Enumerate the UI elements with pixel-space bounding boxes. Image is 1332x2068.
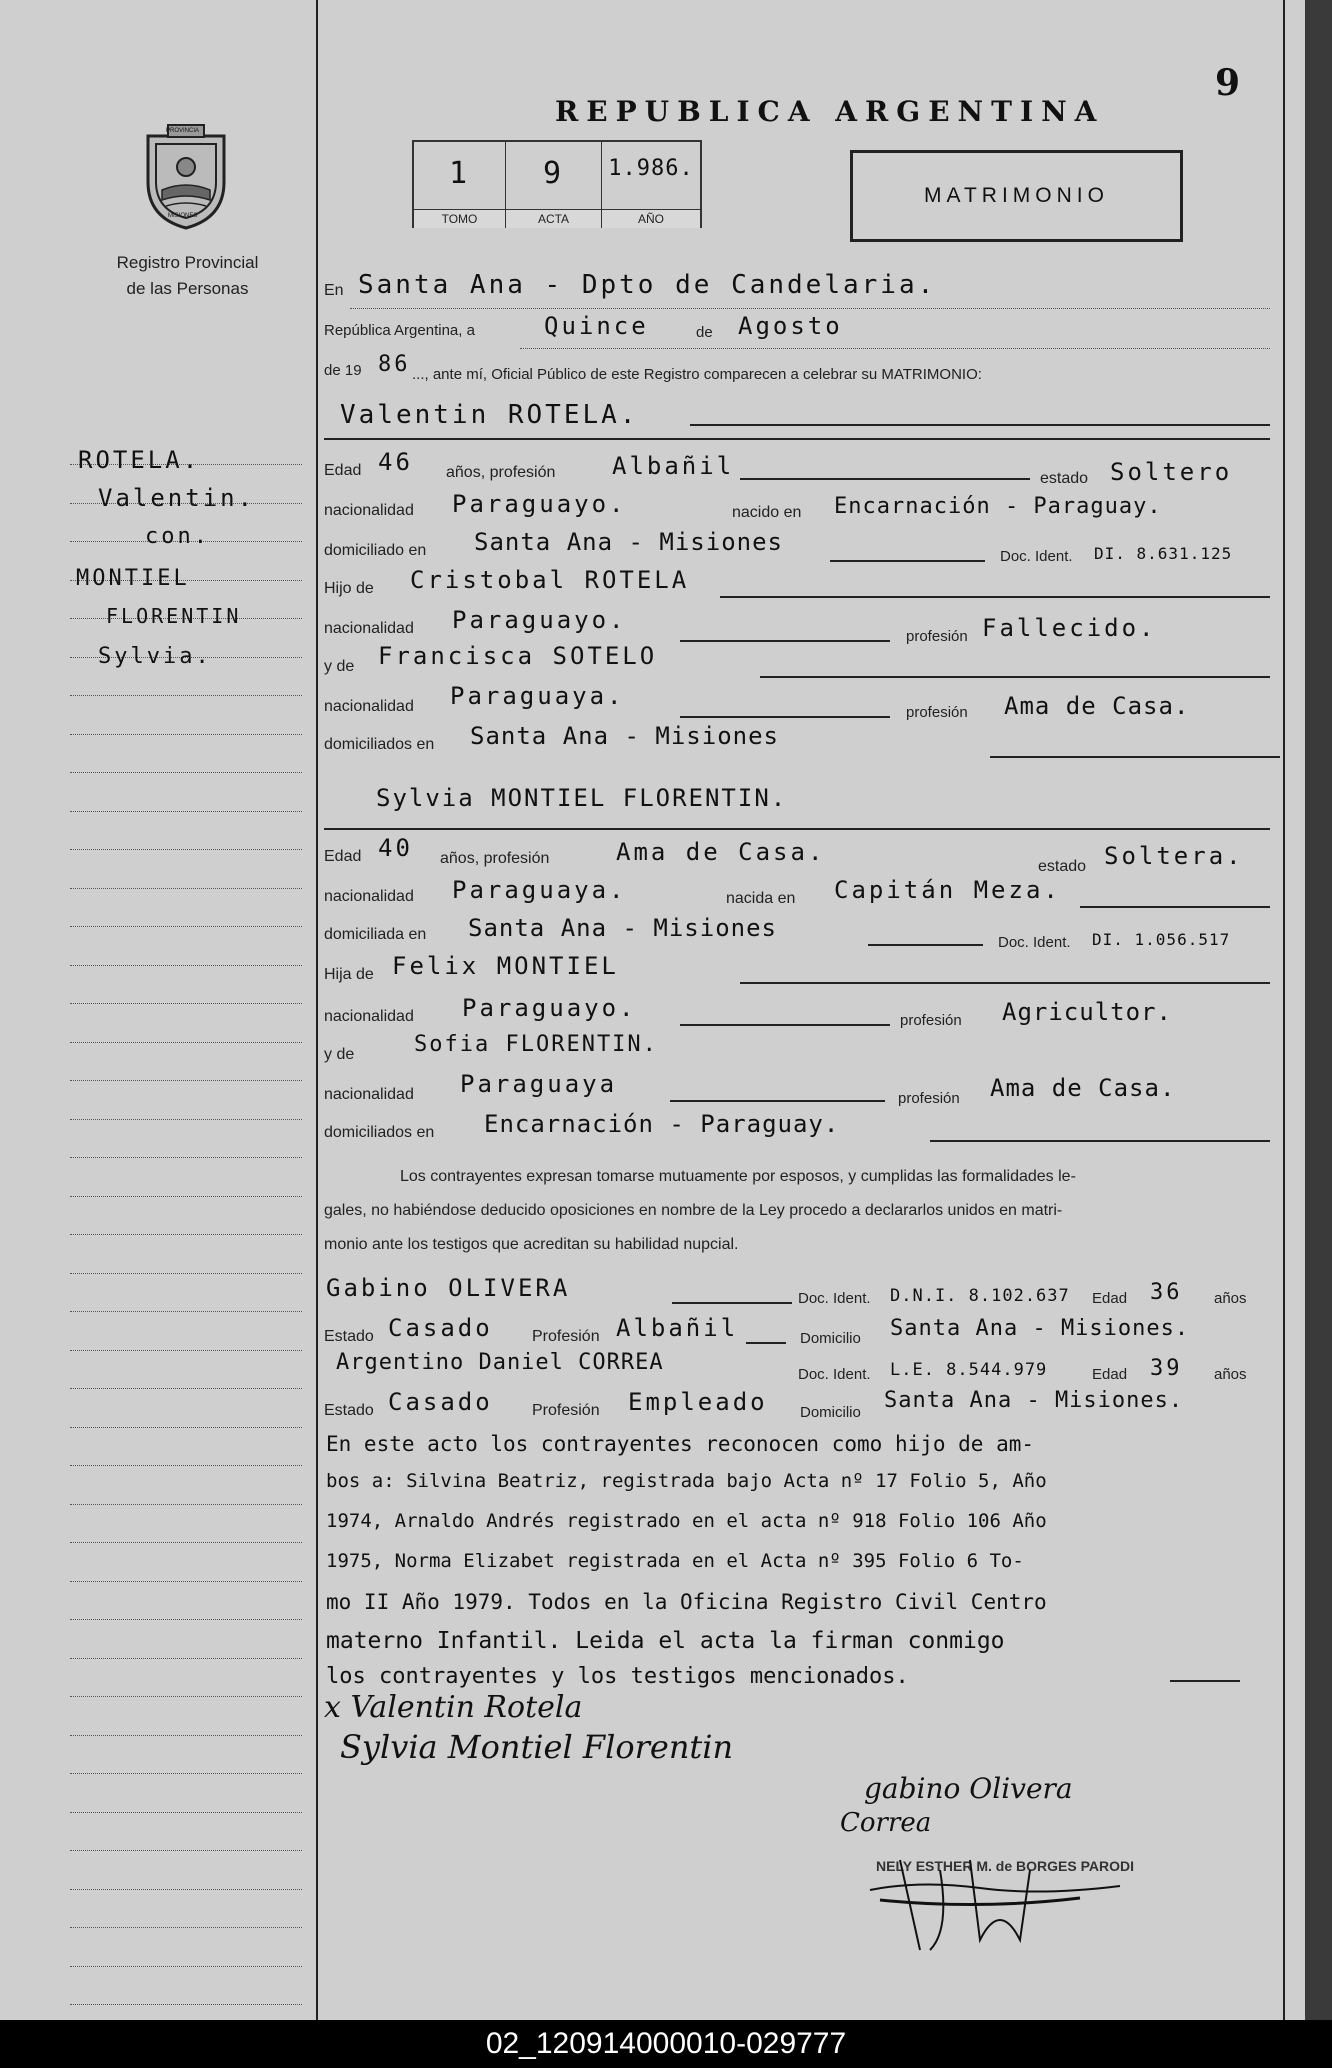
margin-ruled-line: [70, 695, 302, 696]
bride-nationality: Paraguaya.: [452, 876, 627, 904]
signature-bride: Sylvia Montiel Florentin: [340, 1728, 734, 1766]
groom-doc-label: Doc. Ident.: [1000, 548, 1073, 565]
margin-ruled-line: [70, 1504, 302, 1505]
bride-parents-domicile: Encarnación - Paraguay.: [484, 1110, 840, 1138]
bride-nacionalidad-label: nacionalidad: [324, 888, 414, 905]
margin-ruled-line: [70, 1042, 302, 1043]
signature-witness2: Correa: [840, 1808, 932, 1838]
margin-ruled-line: [70, 1889, 302, 1890]
witness1-edad-label: Edad: [1092, 1290, 1128, 1307]
anio-label: AÑO: [602, 209, 700, 228]
witness1-profesion-label: Profesión: [532, 1328, 600, 1345]
anio-value: 1.986.: [608, 156, 694, 181]
opening-place: Santa Ana - Dpto de Candelaria.: [358, 270, 937, 300]
margin-ruled-line: [70, 1388, 302, 1389]
bride-doc: DI. 1.056.517: [1092, 930, 1231, 949]
margin-ruled-line: [70, 1812, 302, 1813]
seal-text-bottom: MISIONES: [168, 213, 198, 219]
groom-mother-profession: Ama de Casa.: [1004, 692, 1190, 720]
bride-profession: Ama de Casa.: [616, 838, 826, 866]
page-number: 9: [1215, 62, 1241, 104]
margin-ruled-line: [70, 1080, 302, 1081]
margin-ruled-line: [70, 1581, 302, 1582]
margin-note-line1: ROTELA.: [78, 446, 201, 474]
bride-father-nationality: Paraguayo.: [462, 994, 637, 1022]
margin-ruled-line: [70, 1465, 302, 1466]
record-type: MATRIMONIO: [924, 184, 1109, 207]
groom-hijo-label: Hijo de: [324, 580, 374, 597]
margin-ruled-line: [70, 1311, 302, 1312]
margin-ruled-line: [70, 1966, 302, 1967]
bride-age: 40: [378, 834, 413, 862]
groom-nacionalidad-label: nacionalidad: [324, 502, 414, 519]
groom-mother-nationality: Paraguaya.: [450, 682, 625, 710]
bride-doc-label: Doc. Ident.: [998, 934, 1071, 951]
official-signature-scribble-icon: [860, 1840, 1160, 1960]
en-label: En: [324, 282, 344, 299]
margin-ruled-line: [70, 1735, 302, 1736]
groom-mother: Francisca SOTELO: [378, 642, 658, 670]
witness2-domicilio-label: Domicilio: [800, 1404, 861, 1421]
acta-cell: [506, 142, 602, 228]
margin-note-line6: Sylvia.: [98, 644, 212, 669]
witness1-estado-label: Estado: [324, 1328, 374, 1345]
notes-line1: En este acto los contrayentes reconocen como hijo de am-: [326, 1432, 1035, 1456]
republica-label: República Argentina, a: [324, 322, 475, 339]
margin-ruled-line: [70, 2004, 302, 2005]
bride-birthplace: Capitán Meza.: [834, 876, 1061, 904]
witness2-estado-label: Estado: [324, 1402, 374, 1419]
witness2-edad-label: Edad: [1092, 1366, 1128, 1383]
bride-edad-label: Edad: [324, 848, 362, 865]
margin-ruled-line: [70, 888, 302, 889]
margin-ruled-line: [70, 811, 302, 812]
margin-ruled-line: [70, 1350, 302, 1351]
margin-ruled-line: [70, 1003, 302, 1004]
margin-ruled-line: [70, 1658, 302, 1659]
groom-doc: DI. 8.631.125: [1094, 544, 1233, 563]
anio-cell: [602, 142, 700, 228]
groom-birthplace: Encarnación - Paraguay.: [834, 494, 1162, 519]
margin-ruled-line: [70, 734, 302, 735]
declaration-line2: gales, no habiéndose deducido oposiciones en nombre de la Ley procedo a declararlos unidos en matri-: [324, 1202, 1063, 1219]
witness1-anios-label: años: [1214, 1290, 1247, 1307]
file-id-bar: [0, 2020, 1332, 2068]
margin-note-line4: MONTIEL: [76, 566, 190, 591]
bride-estado-label: estado: [1038, 858, 1087, 875]
opening-day: Quince: [544, 312, 649, 340]
groom-father: Cristobal ROTELA: [410, 566, 690, 594]
margin-ruled-line: [70, 1773, 302, 1774]
margin-ruled-line: [70, 1850, 302, 1851]
groom-edad-label: Edad: [324, 462, 362, 479]
groom-father-nationality: Paraguayo.: [452, 606, 627, 634]
record-type-box: [850, 150, 1183, 242]
witness2-profesion-label: Profesión: [532, 1402, 600, 1419]
margin-ruled-line: [70, 1619, 302, 1620]
margin-ruled-line: [70, 926, 302, 927]
notes-line2: bos a: Silvina Beatriz, registrada bajo Acta nº 17 Folio 5, Año: [326, 1470, 1047, 1492]
bride-domiciliada-label: domiciliada en: [324, 926, 427, 943]
margin-ruled-line: [70, 1696, 302, 1697]
witness2-doc-label: Doc. Ident.: [798, 1366, 871, 1383]
witness1-domicilio-label: Domicilio: [800, 1330, 861, 1347]
tomo-label: TOMO: [414, 209, 505, 228]
witness2-name: Argentino Daniel CORREA: [336, 1350, 664, 1375]
margin-ruled-line: [70, 1196, 302, 1197]
witness1-doc: D.N.I. 8.102.637: [890, 1286, 1070, 1306]
bride-name: Sylvia MONTIEL FLORENTIN.: [376, 784, 788, 812]
witness1-doc-label: Doc. Ident.: [798, 1290, 871, 1307]
groom-domiciliado-label: domiciliado en: [324, 542, 427, 559]
bride-status: Soltera.: [1104, 842, 1244, 870]
tomo-value: 1: [448, 156, 471, 191]
registry-name-line2: de las Personas: [126, 279, 249, 298]
margin-note-line3: con.: [145, 524, 210, 549]
scan-edge: [1305, 0, 1332, 2020]
tomo-acta-anio-box: [412, 140, 702, 228]
groom-status: Soltero: [1110, 458, 1233, 486]
witness2-domicile: Santa Ana - Misiones.: [884, 1388, 1184, 1413]
bride-father-profession: Agricultor.: [1002, 998, 1172, 1026]
margin-ruled-line: [70, 1542, 302, 1543]
margin-note-line5: FLORENTIN: [106, 604, 242, 628]
bride-mother-nationality: Paraguaya: [460, 1070, 618, 1098]
bride-mother-nat-label: nacionalidad: [324, 1086, 414, 1103]
margin-note-line2: Valentin.: [98, 484, 256, 512]
right-margin-line: [1283, 0, 1285, 2020]
witness2-profession: Empleado: [628, 1388, 768, 1416]
groom-nationality: Paraguayo.: [452, 490, 627, 518]
groom-estado-label: estado: [1040, 470, 1089, 487]
signature-groom: x Valentin Rotela: [324, 1690, 583, 1725]
year-prefix: de 19: [324, 362, 362, 379]
seal-text-top: PROVINCIA: [166, 128, 200, 134]
witness2-status: Casado: [388, 1388, 493, 1416]
comparecen-text: ..., ante mí, Oficial Público de este Registro comparecen a celebrar su MATRIMONIO:: [412, 366, 982, 383]
margin-ruled-line: [70, 1234, 302, 1235]
acta-label: ACTA: [506, 209, 601, 228]
margin-ruled-line: [70, 849, 302, 850]
signature-witness1: gabino Olivera: [864, 1772, 1073, 1805]
official-stamp: NELY ESTHER M. de BORGES PARODI: [876, 1858, 1135, 1874]
groom-domicile: Santa Ana - Misiones: [474, 528, 783, 556]
republic-title: REPUBLICA ARGENTINA: [555, 95, 1105, 128]
bride-father-prof-label: profesión: [900, 1012, 962, 1029]
groom-profesion-label: años, profesión: [446, 464, 556, 481]
declaration-line3: monio ante los testigos que acreditan su habilidad nupcial.: [324, 1236, 739, 1253]
witness2-anios-label: años: [1214, 1366, 1247, 1383]
groom-name: Valentin ROTELA.: [340, 400, 639, 430]
bride-father-nat-label: nacionalidad: [324, 1008, 414, 1025]
groom-father-nat-label: nacionalidad: [324, 620, 414, 637]
bride-profesion-label: años, profesión: [440, 850, 550, 867]
witness1-domicile: Santa Ana - Misiones.: [890, 1316, 1190, 1341]
groom-yde-label: y de: [324, 658, 355, 675]
notes-line4: 1975, Norma Elizabet registrada en el Acta nº 395 Folio 6 To-: [326, 1550, 1024, 1572]
margin-ruled-line: [70, 1427, 302, 1428]
opening-month: Agosto: [738, 312, 843, 340]
tomo-cell: [414, 142, 506, 228]
groom-age: 46: [378, 448, 413, 476]
bride-nacida-label: nacida en: [726, 890, 796, 907]
groom-mother-prof-label: profesión: [906, 704, 968, 721]
groom-nacido-label: nacido en: [732, 504, 802, 521]
margin-ruled-line: [70, 1273, 302, 1274]
groom-parents-dom-label: domiciliados en: [324, 736, 435, 753]
bride-mother-prof-label: profesión: [898, 1090, 960, 1107]
left-margin-line: [316, 0, 318, 2020]
bride-mother: Sofia FLORENTIN.: [414, 1032, 658, 1057]
witness2-doc: L.E. 8.544.979: [890, 1360, 1048, 1380]
witness1-name: Gabino OLIVERA: [326, 1274, 571, 1302]
year-suffix: 86: [378, 352, 411, 377]
notes-line5: mo II Año 1979. Todos en la Oficina Registro Civil Centro: [326, 1590, 1047, 1614]
witness1-profession: Albañil: [616, 1314, 739, 1342]
notes-line3: 1974, Arnaldo Andrés registrado en el acta nº 918 Folio 106 Año: [326, 1510, 1047, 1532]
notes-line6: materno Infantil. Leida el acta la firman conmigo: [326, 1628, 1005, 1654]
groom-mother-nat-label: nacionalidad: [324, 698, 414, 715]
file-id: 02_120914000010-029777: [485, 2027, 847, 2060]
bride-parents-dom-label: domiciliados en: [324, 1124, 435, 1141]
margin-ruled-line: [70, 1927, 302, 1928]
acta-value: 9: [542, 156, 565, 191]
margin-ruled-line: [70, 965, 302, 966]
margin-ruled-line: [70, 1119, 302, 1120]
groom-parents-domicile: Santa Ana - Misiones: [470, 722, 779, 750]
opening-de-label: de: [696, 324, 713, 341]
bride-hija-label: Hija de: [324, 966, 374, 983]
witness2-age: 39: [1150, 1356, 1183, 1381]
notes-line7: los contrayentes y los testigos mencionados.: [326, 1664, 909, 1689]
bride-domicile: Santa Ana - Misiones: [468, 914, 777, 942]
bride-father: Felix MONTIEL: [392, 952, 619, 980]
registry-name: [80, 250, 295, 302]
registry-name-line1: Registro Provincial: [116, 253, 259, 272]
margin-ruled-line: [70, 772, 302, 773]
witness1-age: 36: [1150, 1280, 1183, 1305]
bride-mother-profession: Ama de Casa.: [990, 1074, 1176, 1102]
witness1-status: Casado: [388, 1314, 493, 1342]
margin-ruled-line: [70, 1157, 302, 1158]
groom-father-profession: Fallecido.: [982, 614, 1157, 642]
groom-profession: Albañil: [612, 452, 735, 480]
bride-yde-label: y de: [324, 1046, 355, 1063]
declaration-line1: Los contrayentes expresan tomarse mutuamente por esposos, y cumplidas las formalidades le-: [400, 1168, 1076, 1185]
groom-father-prof-label: profesión: [906, 628, 968, 645]
